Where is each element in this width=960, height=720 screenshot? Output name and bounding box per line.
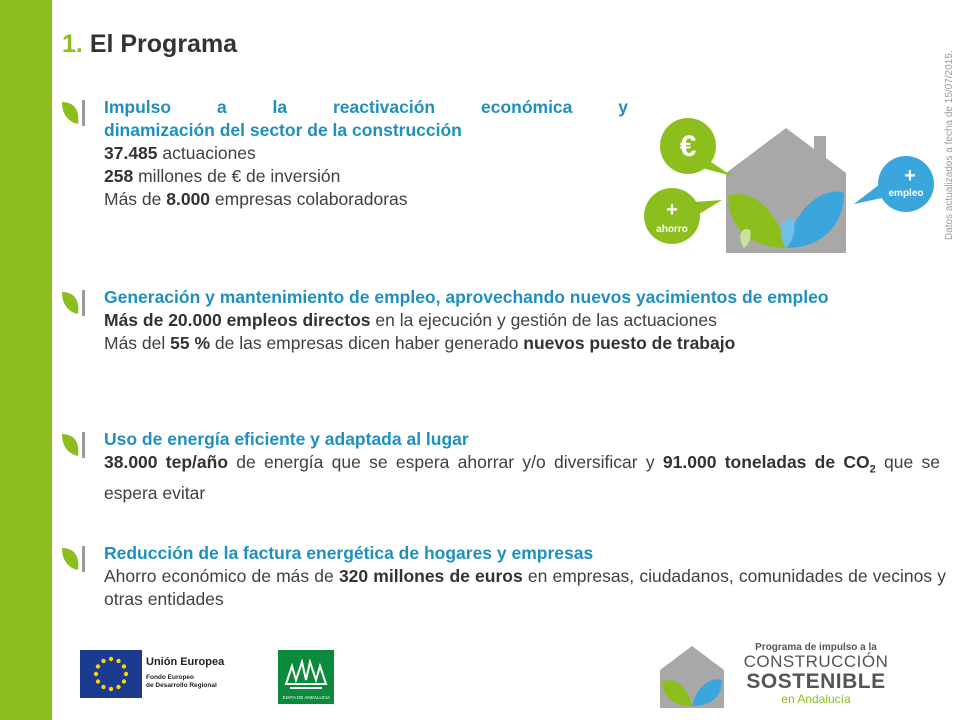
value-empleos: Más de 20.000 empleos directos <box>104 310 371 330</box>
value-actuaciones: 37.485 <box>104 143 158 163</box>
bullet-line-actuaciones <box>104 142 628 165</box>
date-note: Datos actualizados a fecha de 15/07/2015. <box>944 50 955 240</box>
title-text: El Programa <box>89 30 238 58</box>
leaf-bullet-icon <box>60 430 86 458</box>
page-title <box>62 30 237 59</box>
text-mid: de energía que se espera ahorrar y/o diversificar y <box>228 452 663 472</box>
bullet-line-ahorro <box>104 565 946 611</box>
value-tep: 38.000 tep/año <box>104 452 229 472</box>
leaf-bullet-icon <box>60 544 86 572</box>
empleo-bubble-icon <box>854 156 934 212</box>
value-ahorro: 320 millones de euros <box>338 566 523 586</box>
side-accent-bar <box>0 0 52 720</box>
svg-text:JUNTA DE ANDALUCIA: JUNTA DE ANDALUCIA <box>281 695 331 700</box>
bullet-line-empresas <box>104 188 628 211</box>
text-inversion: millones de € de inversión <box>133 166 341 186</box>
title-number: 1. <box>62 30 83 58</box>
logo-end-text: en Andalucía <box>781 692 851 706</box>
bullet-title-line: dinamización del sector de la construcción <box>104 120 462 140</box>
construccion-sostenible-house-icon <box>652 640 734 710</box>
logo-small-text: Programa de impulso a la <box>755 642 877 653</box>
bullet-empleo <box>104 286 928 355</box>
value-inversion: 258 <box>104 166 134 186</box>
bullet-title: Uso de energía eficiente y adaptada al lugar <box>104 429 469 449</box>
house-icon <box>726 128 846 253</box>
junta-emblem-icon <box>278 650 334 704</box>
value-toneladas: 91.000 toneladas de CO <box>662 452 870 472</box>
bullet-title: Generación y mantenimiento de empleo, aprovechando nuevos yacimientos de empleo <box>104 287 829 307</box>
bullet-reactivacion <box>104 96 628 211</box>
euro-bubble-icon <box>660 118 732 176</box>
text-empresas: empresas colaboradoras <box>210 189 408 209</box>
bullet-energia <box>104 428 940 505</box>
bullet-line-inversion <box>104 165 628 188</box>
svg-text:ahorro: ahorro <box>656 224 688 235</box>
leaf-bullet-icon <box>60 98 86 126</box>
bullet-title: Reducción de la factura energética de hogares y empresas <box>104 543 594 563</box>
house-illustration <box>636 108 936 258</box>
value-puestos: nuevos puesto de trabajo <box>523 333 736 353</box>
bullet-line-energia <box>104 451 940 505</box>
value-porcentaje: 55 % <box>170 333 211 353</box>
ahorro-bubble-icon <box>644 188 722 244</box>
text-rest: que se espera evitar <box>104 452 940 503</box>
text-pre: Ahorro económico de más de <box>104 566 339 586</box>
logo-mid-text: CONSTRUCCIÓN <box>743 652 889 671</box>
svg-text:+: + <box>904 165 916 187</box>
bullet-line-empresas-empleo <box>104 332 928 355</box>
co2-subscript: 2 <box>869 463 876 476</box>
eu-title: Unión Europea <box>146 656 225 668</box>
text-pre: Más del <box>104 333 171 353</box>
text-actuaciones: actuaciones <box>157 143 256 163</box>
text-empleos: en la ejecución y gestión de las actuaciones <box>370 310 717 330</box>
svg-text:€: € <box>679 130 697 163</box>
junta-andalucia-logo <box>278 650 334 704</box>
eu-sub1: Fondo Europeo <box>146 674 195 681</box>
svg-text:empleo: empleo <box>888 188 924 199</box>
text-mid: de las empresas dicen haber generado <box>210 333 524 353</box>
text-rest: en empresas, ciudadanos, comunidades de vecinos y otras entidades <box>104 566 946 609</box>
text-empresas-pre: Más de <box>104 189 167 209</box>
eu-sub2: de Desarrollo Regional <box>146 682 217 689</box>
bullet-title-line: Impulso a la reactivación económica y <box>104 97 628 117</box>
construccion-sostenible-logo <box>736 642 896 705</box>
value-empresas: 8.000 <box>166 189 211 209</box>
svg-text:+: + <box>666 199 678 221</box>
leaf-bullet-icon <box>60 288 86 316</box>
bullet-line-empleos <box>104 309 928 332</box>
logo-big-text: SOSTENIBLE <box>746 670 886 693</box>
eu-text-block <box>146 656 224 690</box>
bullet-factura <box>104 542 946 611</box>
